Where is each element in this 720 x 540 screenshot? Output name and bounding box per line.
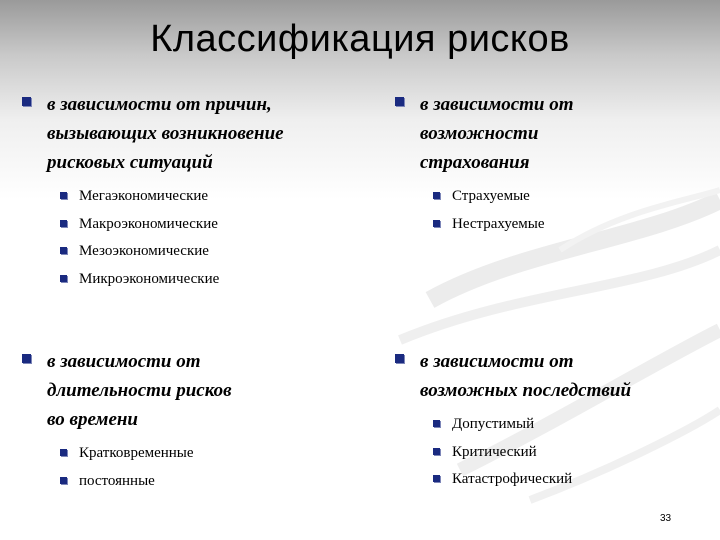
slide-title: Классификация рисков [150, 18, 570, 60]
list-item [393, 211, 703, 239]
list-item-label: Катастрофический [452, 471, 573, 487]
heading-line: в зависимости от [420, 94, 574, 115]
square-bullet-icon [60, 275, 67, 282]
list-item-label: Допустимый [452, 416, 535, 432]
square-bullet-icon [60, 477, 67, 484]
list-item-label: постоянные [79, 472, 155, 489]
list-item [393, 183, 703, 211]
block-heading [20, 347, 360, 434]
list-item-label: Мегаэкономические [79, 188, 209, 204]
square-bullet-icon [60, 247, 67, 254]
square-bullet-icon [22, 354, 31, 363]
block-heading [393, 90, 703, 177]
heading-line: вызывающих возникновение [47, 123, 284, 144]
square-bullet-icon [60, 220, 67, 227]
square-bullet-icon [395, 354, 404, 363]
heading-line: возможных последствий [420, 380, 632, 401]
square-bullet-icon [60, 192, 67, 199]
square-bullet-icon [395, 97, 404, 106]
heading-line: в зависимости от причин, [47, 94, 272, 115]
heading-line: в зависимости от [420, 351, 574, 372]
classification-block-consequences [393, 347, 703, 494]
list-item-label: Кратковременные [79, 445, 194, 461]
list-item-label: Микроэкономические [79, 270, 220, 287]
list-item [20, 183, 360, 211]
square-bullet-icon [433, 220, 440, 227]
square-bullet-icon [433, 448, 440, 455]
heading-line: страхования [420, 152, 530, 173]
sub-list [393, 183, 703, 238]
list-item [20, 238, 360, 266]
list-item [20, 266, 360, 294]
square-bullet-icon [22, 97, 31, 106]
list-item-label: Мезоэкономические [79, 243, 209, 259]
block-heading [20, 90, 360, 177]
classification-block-causes [20, 90, 360, 293]
list-item [20, 440, 360, 468]
sub-list [393, 411, 703, 494]
list-item-label: Критический [452, 443, 537, 460]
square-bullet-icon [433, 420, 440, 427]
heading-line: рисковых ситуаций [47, 152, 213, 173]
page-number: 33 [660, 513, 672, 524]
sub-list [20, 440, 360, 495]
list-item-label: Макроэкономические [79, 215, 218, 232]
list-item [393, 439, 703, 467]
square-bullet-icon [433, 192, 440, 199]
sub-list [20, 183, 360, 293]
list-item-label: Страхуемые [452, 188, 530, 204]
list-item [20, 211, 360, 239]
heading-line: в зависимости от [47, 351, 201, 372]
list-item [20, 468, 360, 496]
block-heading [393, 347, 703, 405]
list-item-label: Нестрахуемые [452, 215, 545, 232]
square-bullet-icon [433, 475, 440, 482]
heading-line: во времени [47, 409, 139, 430]
classification-block-duration [20, 347, 360, 495]
square-bullet-icon [60, 449, 67, 456]
heading-line: длительности рисков [47, 380, 232, 401]
list-item [393, 466, 703, 494]
list-item [393, 411, 703, 439]
heading-line: возможности [420, 123, 539, 144]
classification-block-insurance [393, 90, 703, 238]
